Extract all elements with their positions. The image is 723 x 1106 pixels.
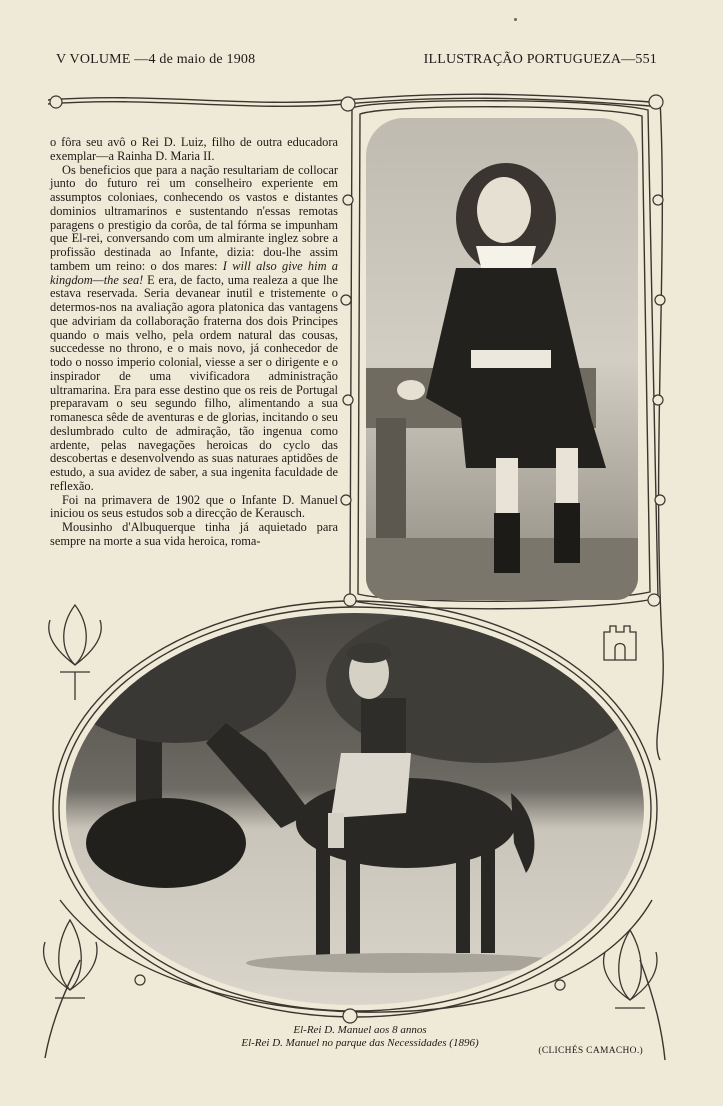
header-magazine-page: ILLUSTRAÇÃO PORTUGUEZA—551 — [423, 52, 657, 67]
portrait-photo — [366, 118, 638, 600]
paragraph-4: Mousinho d'Albuquerque tinha já aquietado para sempre na morte a sua vida heroica, roma- — [50, 520, 338, 548]
paragraph-2-end: E era, de facto, uma realeza a que lhe estava reservada. Seria devanear inutil e tristemente o determos-nos na avaliação agora platonica das vantagens que adviriam da collaboração fraterna dos dois Principes quando o mais velho, pela ordem natural das cousas, succedesse no throno, e o mais novo, já conhecedor de todo o nosso imperio colonial, viesse a ser o dirigente e o inspirador de uma vivificadora administração ultramarina. Era para esse destino que os reis de Portugal preparavam o seu segundo filho, alimentando a sua romanesca sêde de aventuras e de glorias, incitando o seu deslumbrado culto de admiração, tão ingenua como ardente, pelas navegações heroicas do cyclo das descobertas e desenvolvendo as suas naturaes aptidões de estudo, a sua avidez de saber, a sua ingenita faculdade de reflexão. — [50, 272, 338, 493]
paragraph-2-start: Os beneficios que para a nação resultariam de collocar junto do futuro rei um conselheiro experiente em assumptos coloniaes, conhecendo os vastos e distantes dominios ultramarinos e sustentando n'essas remotas paragens o prestigio da corôa, de tal fórma se impunham que El-rei, conversando com um almirante inglez sobre a profissão destinada ao Infante, dizia: dou-lhe assim tambem um reino: o dos mares: — [50, 162, 338, 273]
photo-captions — [150, 1024, 570, 1050]
caption-portrait: El-Rei D. Manuel aos 8 annos — [293, 1024, 427, 1036]
horse-photo — [66, 613, 644, 1005]
header-volume-date: V VOLUME —4 de maio de 1908 — [56, 52, 256, 67]
paragraph-3: Foi na primavera de 1902 que o Infante D. Manuel iniciou os seus estudos sob a direcção de Kerausch. — [50, 492, 338, 521]
paragraph-2-quote: I will also give him a kingdom—the sea! — [50, 258, 339, 287]
paragraph-1: o fôra seu avô o Rei D. Luiz, filho de outra educadora exemplar—a Rainha D. Maria II. — [50, 135, 338, 163]
caption-horse: El-Rei D. Manuel no parque das Necessidades (1896) — [241, 1037, 479, 1049]
article-body — [50, 136, 338, 549]
photo-credit: (CLICHÉS CAMACHO.) — [538, 1046, 643, 1056]
paragraph-2 — [50, 164, 338, 494]
